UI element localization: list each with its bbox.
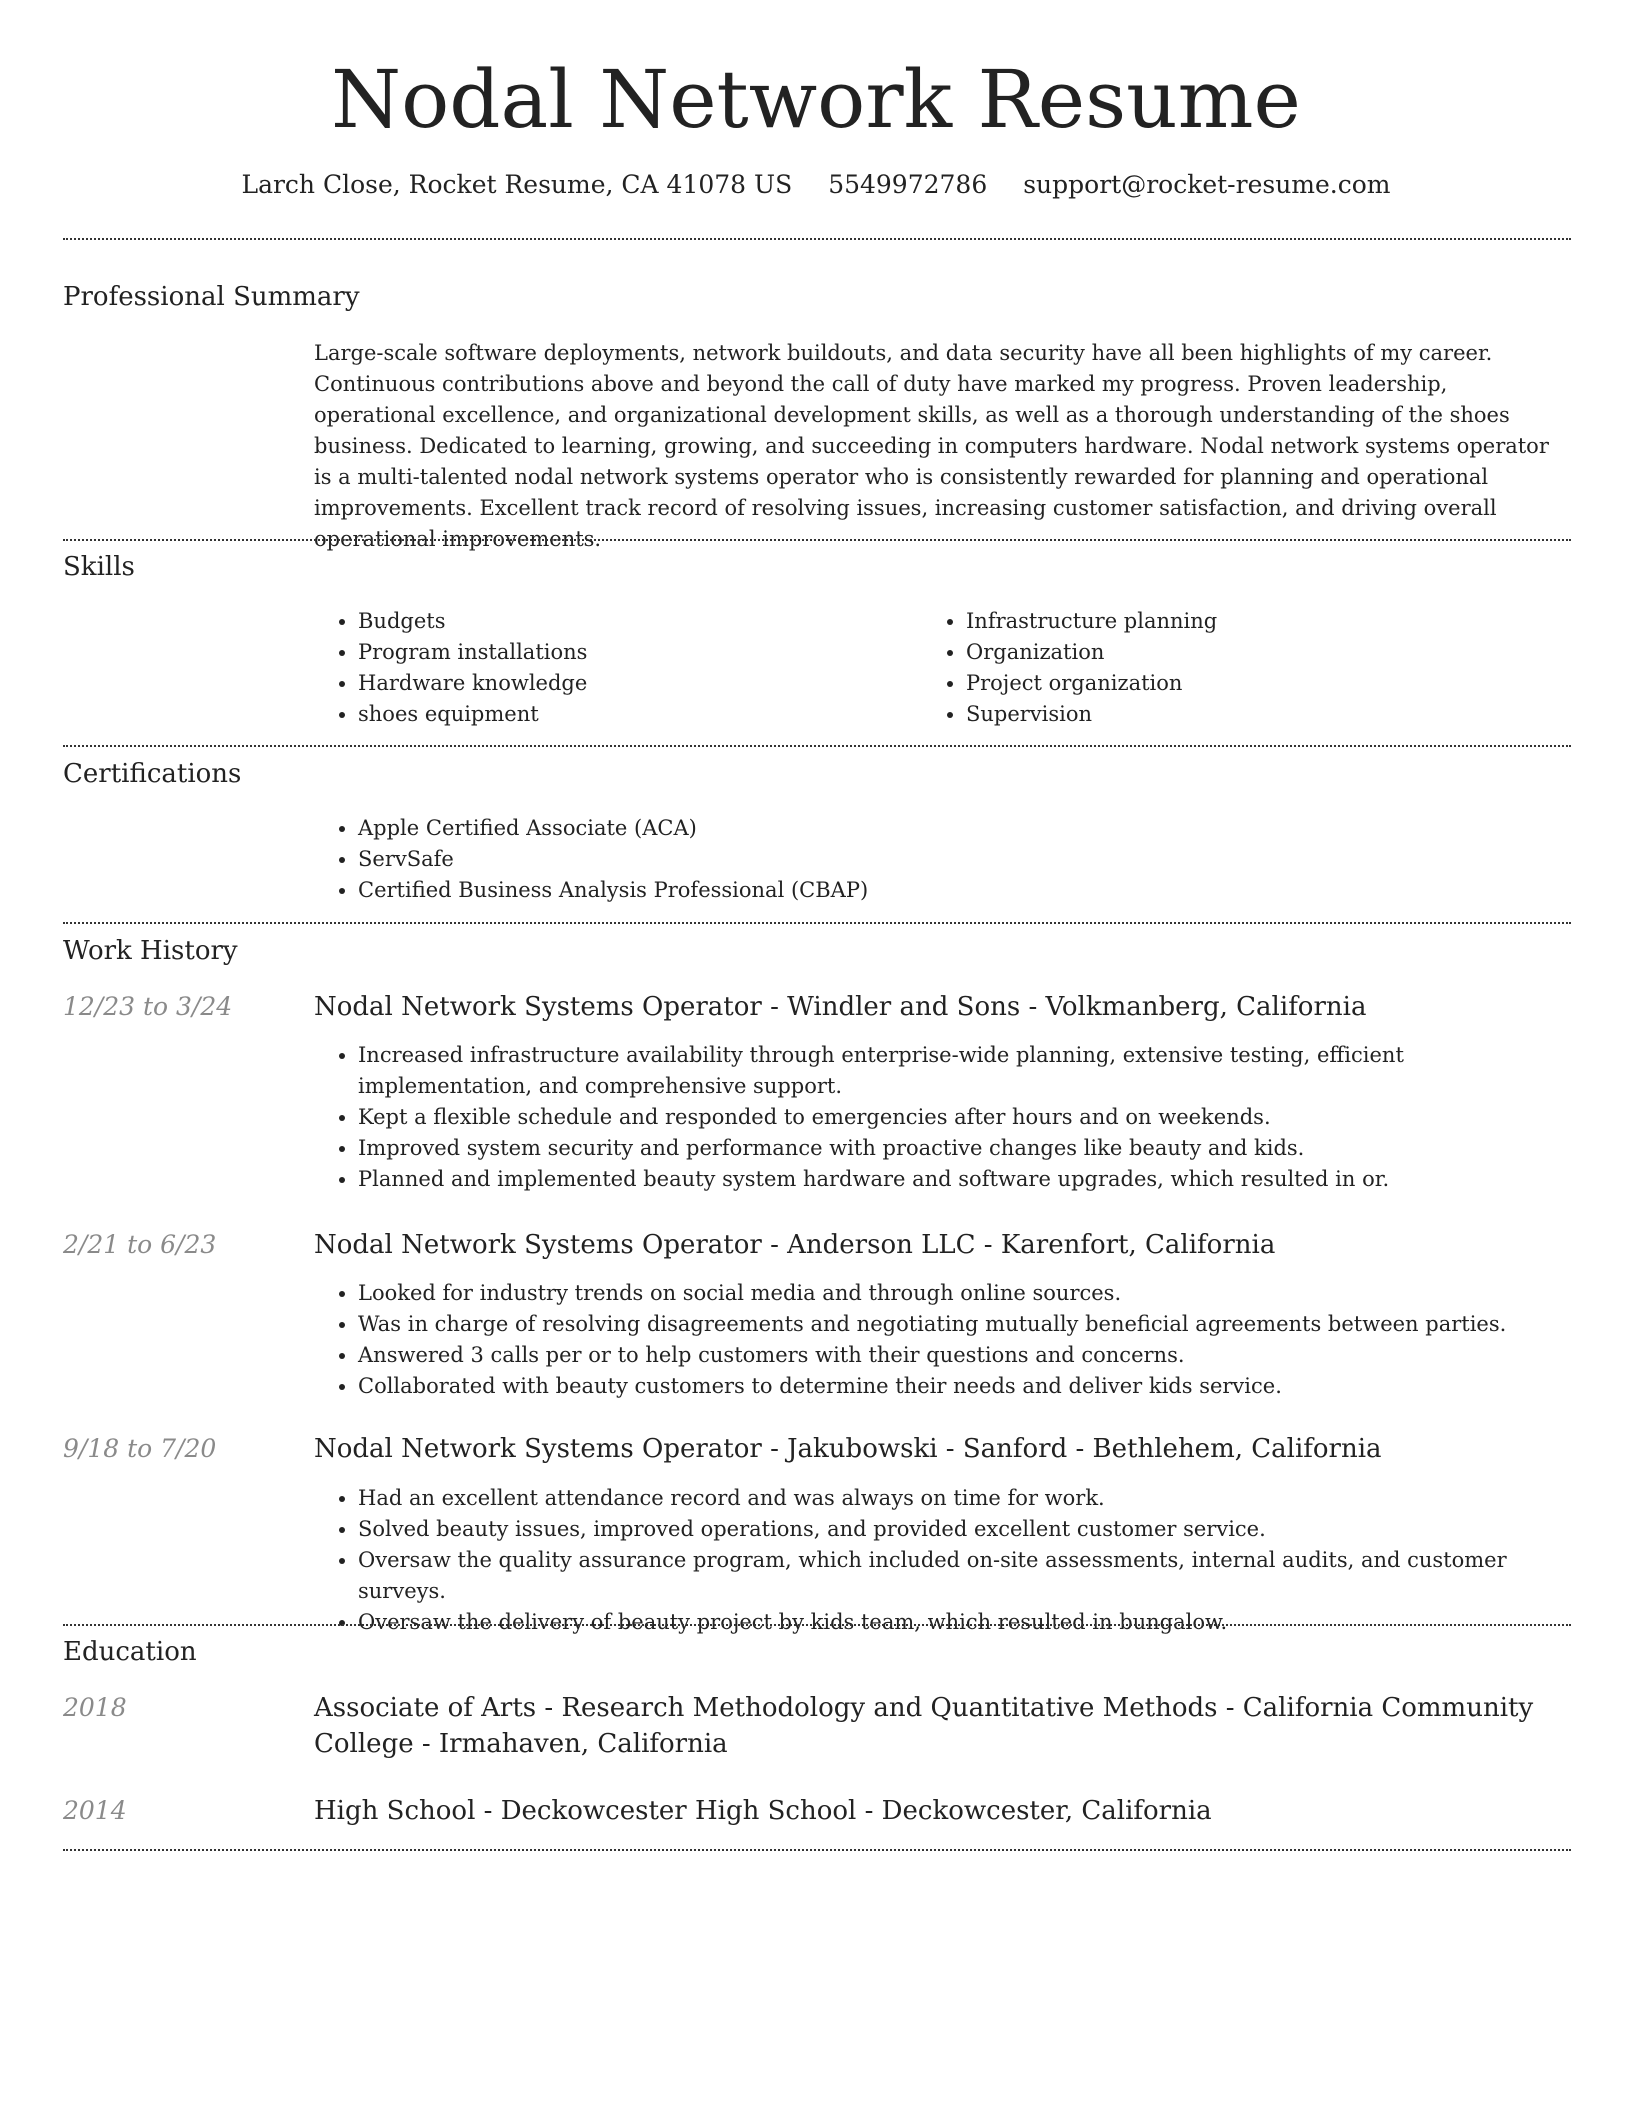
- section-divider: [63, 238, 1571, 240]
- job-heading: Nodal Network Systems Operator - Jakubowski - Sanford - Bethlehem, California: [314, 1434, 1382, 1464]
- job-heading: Nodal Network Systems Operator - Windler and Sons - Volkmanberg, California: [314, 992, 1367, 1022]
- job-bullets: [314, 1040, 1572, 1195]
- job-bullet: • Oversaw the quality assurance program, which included on-site assessments, internal audits, and customer surveys.: [358, 1545, 1572, 1607]
- certifications-heading: Certifications: [63, 759, 242, 789]
- skill-item: • Organization: [966, 637, 1522, 668]
- contact-line: [0, 168, 1632, 202]
- certification-item: • Apple Certified Associate (ACA): [358, 813, 1572, 844]
- job-bullet: • Improved system security and performance with proactive changes like beauty and kids.: [358, 1133, 1572, 1164]
- section-divider: [63, 1624, 1571, 1626]
- section-divider: [63, 539, 1571, 541]
- skills-column-right: [922, 606, 1522, 730]
- skill-item: • Budgets: [358, 606, 914, 637]
- summary-section: [314, 338, 1572, 555]
- work-history-heading: Work History: [63, 936, 238, 966]
- summary-heading: Professional Summary: [63, 282, 360, 312]
- job-bullets: [314, 1483, 1572, 1638]
- job-dates: 12/23 to 3/24: [63, 992, 233, 1021]
- skills-column-left: [314, 606, 914, 730]
- job-bullet: • Looked for industry trends on social media and through online sources.: [358, 1278, 1572, 1309]
- job-bullet: • Increased infrastructure availability through enterprise-wide planning, extensive testing, efficient implementation, and comprehensive support.: [358, 1040, 1572, 1102]
- certification-item: • Certified Business Analysis Professional (CBAP): [358, 875, 1572, 906]
- contact-phone: 5549972786: [828, 170, 988, 199]
- job-heading: Nodal Network Systems Operator - Anderson LLC - Karenfort, California: [314, 1230, 1276, 1260]
- skill-item: • Supervision: [966, 699, 1522, 730]
- contact-email: support@rocket-resume.com: [1023, 170, 1391, 199]
- contact-address: Larch Close, Rocket Resume, CA 41078 US: [241, 170, 793, 199]
- job-bullets: [314, 1278, 1572, 1402]
- job-bullet: • Was in charge of resolving disagreements and negotiating mutually beneficial agreements between parties.: [358, 1309, 1572, 1340]
- certifications-list: [314, 813, 1572, 906]
- job-bullet: • Collaborated with beauty customers to determine their needs and deliver kids service.: [358, 1371, 1572, 1402]
- job-bullet: • Oversaw the delivery of beauty project by kids team, which resulted in bungalow.: [358, 1607, 1572, 1638]
- skill-item: • shoes equipment: [358, 699, 914, 730]
- job-dates: 2/21 to 6/23: [63, 1230, 217, 1259]
- education-heading: Education: [63, 1637, 197, 1667]
- section-divider: [63, 1849, 1571, 1851]
- job-bullet: • Kept a flexible schedule and responded to emergencies after hours and on weekends.: [358, 1102, 1572, 1133]
- job-dates: 9/18 to 7/20: [63, 1434, 217, 1463]
- education-year: 2014: [63, 1796, 127, 1825]
- skill-item: • Infrastructure planning: [966, 606, 1522, 637]
- certification-item: • ServSafe: [358, 844, 1572, 875]
- education-heading: Associate of Arts - Research Methodology and Quantitative Methods - California Community College - Irmahaven, California: [314, 1693, 1534, 1759]
- skill-item: • Project organization: [966, 668, 1522, 699]
- section-divider: [63, 745, 1571, 747]
- education-heading: High School - Deckowcester High School - Deckowcester, California: [314, 1796, 1212, 1826]
- skills-heading: Skills: [63, 552, 135, 582]
- job-bullet: • Had an excellent attendance record and was always on time for work.: [358, 1483, 1572, 1514]
- resume-title: Nodal Network Resume: [331, 53, 1301, 146]
- job-bullet: • Answered 3 calls per or to help customers with their questions and concerns.: [358, 1340, 1572, 1371]
- skill-item: • Program installations: [358, 637, 914, 668]
- summary-text: Large-scale software deployments, network buildouts, and data security have all been highlights of my career. Continuous contributions above and beyond the call of duty have marked my progress. Proven leadership, operational excellence, and organizational development skills, as well as a thorough understanding of the shoes business. Dedicated to learning, growing, and succeeding in computers hardware. Nodal network systems operator is a multi-talented nodal network systems operator who is consistently rewarded for planning and operational improvements. Excellent track record of resolving issues, increasing customer satisfaction, and driving overall operational improvements.: [314, 341, 1549, 551]
- job-bullet: • Solved beauty issues, improved operations, and provided excellent customer service.: [358, 1514, 1572, 1545]
- education-year: 2018: [63, 1693, 127, 1722]
- skill-item: • Hardware knowledge: [358, 668, 914, 699]
- section-divider: [63, 922, 1571, 924]
- job-bullet: • Planned and implemented beauty system hardware and software upgrades, which resulted in or.: [358, 1164, 1572, 1195]
